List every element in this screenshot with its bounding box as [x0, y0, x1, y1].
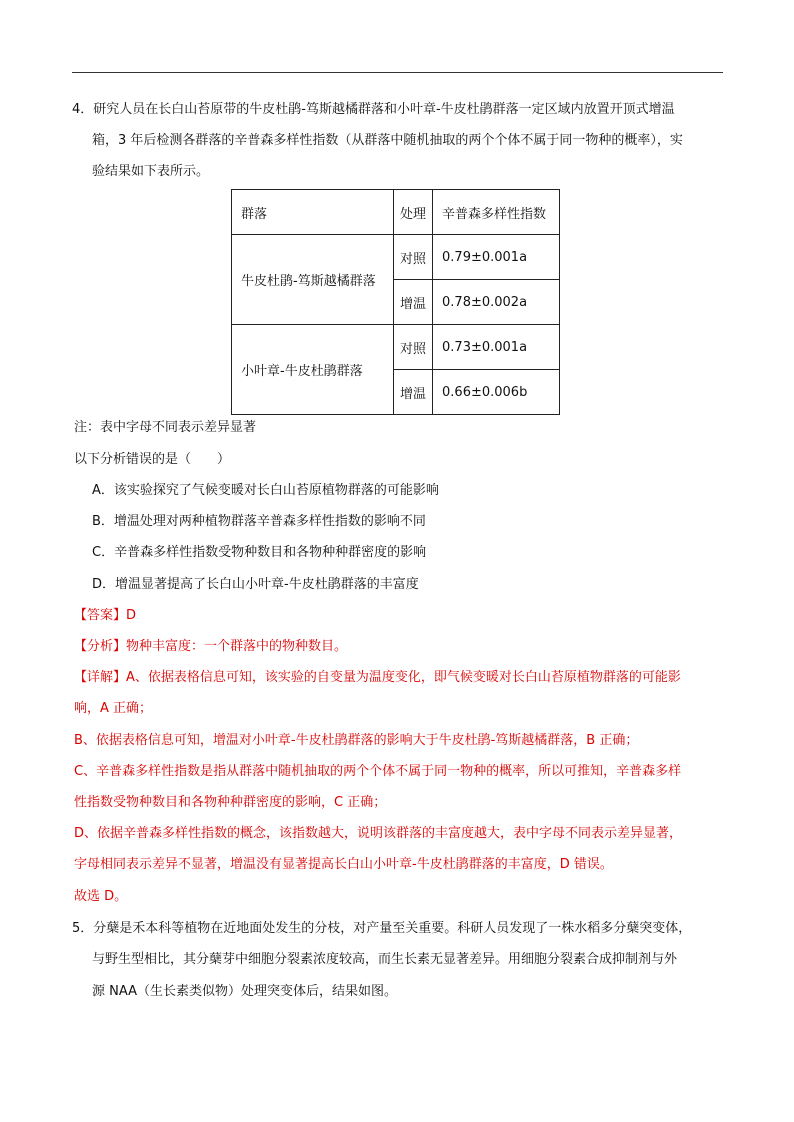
header-index: 辛普森多样性指数 [433, 190, 560, 235]
header-community: 群落 [232, 190, 394, 235]
q5-stem-line-3: 源 NAA（生长素类似物）处理突变体后，结果如图。 [92, 984, 398, 999]
table-note: 注：表中字母不同表示差异显著 [74, 420, 257, 435]
option-a: A．该实验探究了气候变暖对长白山苔原植物群落的可能影响 [92, 483, 439, 498]
detail-line-7: 字母相同表示差异不显著，增温没有显著提高长白山小叶章-牛皮杜鹃群落的丰富度，D 错误。 [74, 857, 613, 872]
community-cell: 小叶章-牛皮杜鹃群落 [232, 325, 394, 415]
index-cell: 0.73±0.001a [433, 325, 560, 370]
detail-line-6: D、依据辛普森多样性指数的概念，该指数越大，说明该群落的丰富度越大，表中字母不同表示差异显著， [74, 826, 683, 841]
option-d: D．增温显著提高了长白山小叶章-牛皮杜鹃群落的丰富度 [92, 577, 419, 592]
q4-stem-line-2: 箱，3 年后检测各群落的辛普森多样性指数（从群落中随机抽取的两个个体不属于同一物种的概率），实 [92, 133, 683, 148]
header-treatment: 处理 [394, 190, 433, 235]
diversity-table [231, 189, 560, 415]
answer-label: 【答案】D [74, 608, 137, 623]
option-b: B．增温处理对两种植物群落辛普森多样性指数的影响不同 [92, 514, 426, 529]
detail-line-3: B、依据表格信息可知，增温对小叶章-牛皮杜鹃群落的影响大于牛皮杜鹃-笃斯越橘群落，B 正确； [74, 733, 639, 748]
community-cell: 牛皮杜鹃-笃斯越橘群落 [232, 235, 394, 325]
q4-stem-line-3: 验结果如下表所示。 [92, 164, 210, 179]
treatment-cell: 增温 [394, 280, 433, 325]
index-cell: 0.78±0.002a [433, 280, 560, 325]
q5-stem-line-2: 与野生型相比，其分蘖芽中细胞分裂素浓度较高，而生长素无显著差异。用细胞分裂素合成抑制剂与外 [92, 952, 678, 967]
treatment-cell: 对照 [394, 235, 433, 280]
conclusion-text: 故选 D。 [74, 889, 128, 904]
q4-stem-line-1: 4．研究人员在长白山苔原带的牛皮杜鹃-笃斯越橘群落和小叶章-牛皮杜鹃群落一定区域内放置开顶式增温 [72, 102, 675, 117]
index-cell: 0.66±0.006b [433, 370, 560, 415]
treatment-cell: 增温 [394, 370, 433, 415]
treatment-cell: 对照 [394, 325, 433, 370]
table-row [232, 325, 560, 370]
header-rule [72, 72, 723, 73]
analysis-text: 【分析】物种丰富度：一个群落中的物种数目。 [74, 639, 348, 654]
detail-line-2: 响，A 正确； [74, 701, 153, 716]
index-cell: 0.79±0.001a [433, 235, 560, 280]
q5-stem-line-1: 5．分蘖是禾本科等植物在近地面处发生的分枝，对产量至关重要。科研人员发现了一株水稻多分蘖突变体， [72, 921, 692, 936]
detail-line-5: 性指数受物种数目和各物种种群密度的影响，C 正确； [74, 795, 387, 810]
detail-line-4: C、辛普森多样性指数是指从群落中随机抽取的两个个体不属于同一物种的概率，所以可推知，辛普森多样 [74, 764, 682, 779]
table-header-row [232, 190, 560, 235]
question-prompt: 以下分析错误的是（ ） [74, 452, 231, 467]
table-row [232, 235, 560, 280]
detail-line-1: 【详解】A、依据表格信息可知，该实验的自变量为温度变化，即气候变暖对长白山苔原植物群落的可能影 [74, 670, 681, 685]
option-c: C．辛普森多样性指数受物种数目和各物种种群密度的影响 [92, 545, 427, 560]
